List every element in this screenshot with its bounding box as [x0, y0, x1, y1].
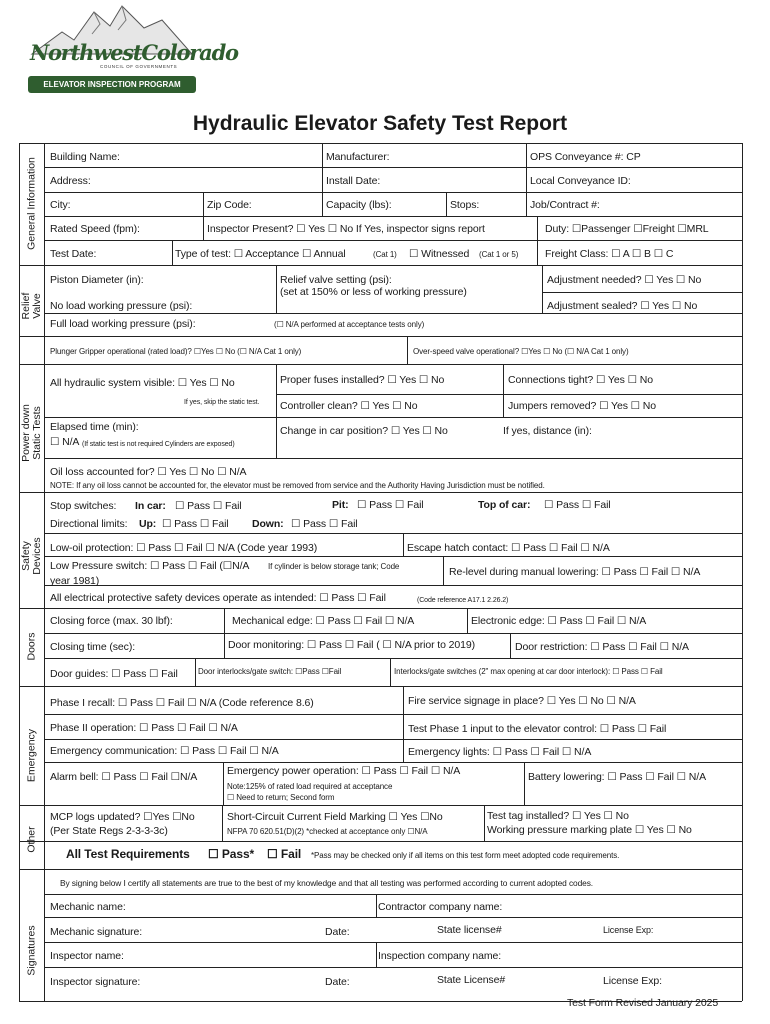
mechanic-license-exp[interactable]: License Exp: — [603, 925, 654, 935]
pit-options[interactable]: ☐ Pass ☐ Fail — [357, 499, 424, 511]
phase2-operation[interactable]: Phase II operation: ☐ Pass ☐ Fail ☐ N/A — [50, 722, 238, 734]
full-load-pressure-field[interactable]: Full load working pressure (psi): — [50, 318, 196, 330]
revision-footer: Test Form Revised January 2025 — [567, 997, 719, 1009]
contractor-company-field[interactable]: Contractor company name: — [378, 901, 503, 913]
job-contract-field[interactable]: Job/Contract #: — [530, 199, 600, 211]
pass-checkbox[interactable]: ☐ Pass* — [208, 847, 255, 861]
up-label: Up: — [139, 518, 157, 530]
section-safety — [21, 516, 43, 596]
rated-speed-field[interactable]: Rated Speed (fpm): — [50, 223, 140, 235]
fail-checkbox[interactable]: ☐ Fail — [267, 847, 302, 861]
test-date-field[interactable]: Test Date: — [50, 248, 97, 260]
mechanic-name-field[interactable]: Mechanic name: — [50, 901, 126, 913]
install-date-field[interactable]: Install Date: — [326, 175, 381, 187]
distance-field[interactable]: If yes, distance (in): — [503, 425, 592, 437]
electronic-edge[interactable]: Electronic edge: ☐ Pass ☐ Fail ☐ N/A — [471, 615, 647, 627]
inspector-name-field[interactable]: Inspector name: — [50, 950, 124, 962]
fire-signage[interactable]: Fire service signage in place? ☐ Yes ☐ No ☐ N/A — [408, 695, 636, 707]
inspector-license-exp[interactable]: License Exp: — [603, 975, 662, 987]
elapsed-time-field[interactable]: Elapsed time (min): — [50, 421, 139, 433]
org-subtitle: COUNCIL OF GOVERNMENTS — [100, 64, 178, 69]
page-title: Hydraulic Elevator Safety Test Report — [192, 112, 568, 135]
oil-loss[interactable]: Oil loss accounted for? ☐ Yes ☐ No ☐ N/A — [50, 466, 247, 478]
closing-time-field[interactable]: Closing time (sec): — [50, 641, 136, 653]
certify-statement: By signing below I certify all statements are true to the best of my knowledge and that all testing was performed according to current adopted codes. — [60, 878, 594, 888]
building-name-field[interactable]: Building Name: — [50, 151, 120, 163]
no-load-pressure-field[interactable]: No load working pressure (psi): — [50, 300, 193, 312]
pressure-plate[interactable]: Working pressure marking plate ☐ Yes ☐ No — [487, 824, 692, 836]
down-options[interactable]: ☐ Pass ☐ Fail — [291, 518, 358, 530]
closing-force-field[interactable]: Closing force (max. 30 lbf): — [50, 615, 173, 627]
section-signatures: Signatures — [25, 925, 38, 976]
ops-conveyance-field[interactable]: OPS Conveyance #: CP — [530, 151, 641, 163]
freight-class[interactable]: Freight Class: ☐ A ☐ B ☐ C — [545, 248, 674, 260]
controller-clean[interactable]: Controller clean? ☐ Yes ☐ No — [280, 400, 418, 412]
top-of-car-options[interactable]: ☐ Pass ☐ Fail — [544, 499, 611, 511]
logo — [22, 2, 238, 94]
low-pressure-year: year 1981) — [50, 575, 100, 587]
in-car-options[interactable]: ☐ Pass ☐ Fail — [175, 500, 242, 512]
mcp-regs: (Per State Regs 2-3-3-3c) — [50, 825, 168, 837]
manufacturer-field[interactable]: Manufacturer: — [326, 151, 390, 163]
adjustment-sealed[interactable]: Adjustment sealed? ☐ Yes ☐ No — [547, 300, 698, 312]
connections-tight[interactable]: Connections tight? ☐ Yes ☐ No — [508, 374, 653, 386]
section-relief — [21, 266, 43, 346]
alarm-bell[interactable]: Alarm bell: ☐ Pass ☐ Fail ☐N/A — [50, 771, 198, 783]
need-to-return[interactable]: ☐ Need to return; Second form — [227, 793, 335, 802]
skip-static-note: If yes, skip the static test. — [184, 399, 260, 406]
section-safety-label: Safety Devices — [20, 537, 43, 575]
short-circuit-marking[interactable]: Short-Circuit Current Field Marking ☐ Yes ☐No — [227, 811, 443, 823]
stop-switches-label: Stop switches: — [50, 500, 117, 512]
nfpa-note[interactable]: NFPA 70 620.51(D)(2) *checked at acceptance only ☐N/A — [227, 827, 428, 836]
section-relief-label: Relief Valve — [20, 292, 43, 320]
section-power — [21, 388, 43, 478]
door-interlocks[interactable]: Door interlocks/gate switch: ☐Pass ☐Fail — [198, 667, 342, 676]
section-general: General Information — [25, 157, 38, 250]
inspection-company-field[interactable]: Inspection company name: — [378, 950, 502, 962]
mechanic-date-field[interactable]: Date: — [325, 926, 350, 938]
emergency-communication[interactable]: Emergency communication: ☐ Pass ☐ Fail ☐ N/A — [50, 745, 279, 757]
hydraulic-visible[interactable]: All hydraulic system visible: ☐ Yes ☐ No — [50, 377, 235, 389]
directional-limits-label: Directional limits: — [50, 518, 128, 530]
capacity-field[interactable]: Capacity (lbs): — [326, 199, 392, 211]
address-field[interactable]: Address: — [50, 175, 91, 187]
mcp-logs[interactable]: MCP logs updated? ☐Yes ☐No — [50, 811, 195, 823]
relevel-lowering[interactable]: Re-level during manual lowering: ☐ Pass ☐ Fail ☐ N/A — [449, 566, 701, 578]
inspector-signature-field[interactable]: Inspector signature: — [50, 976, 141, 988]
overspeed-valve[interactable]: Over-speed valve operational? ☐Yes ☐ No (☐ N/A Cat 1 only) — [413, 347, 629, 356]
section-emergency: Emergency — [25, 728, 38, 783]
escape-hatch[interactable]: Escape hatch contact: ☐ Pass ☐ Fail ☐ N/A — [407, 542, 610, 554]
org-name: NorthwestColorado — [30, 40, 238, 65]
inspector-date-field[interactable]: Date: — [325, 976, 350, 988]
duty[interactable]: Duty: ☐Passenger ☐Freight ☐MRL — [545, 223, 709, 235]
section-doors: Doors — [25, 632, 38, 661]
zip-field[interactable]: Zip Code: — [207, 199, 252, 211]
adjustment-needed[interactable]: Adjustment needed? ☐ Yes ☐ No — [547, 274, 702, 286]
change-car-position[interactable]: Change in car position? ☐ Yes ☐ No — [280, 425, 448, 437]
cat1-label: (Cat 1) — [373, 250, 397, 259]
phase1-input[interactable]: Test Phase 1 input to the elevator control: ☐ Pass ☐ Fail — [408, 723, 667, 735]
door-monitoring[interactable]: Door monitoring: ☐ Pass ☐ Fail ( ☐ N/A prior to 2019) — [228, 639, 476, 651]
phase1-recall[interactable]: Phase I recall: ☐ Pass ☐ Fail ☐ N/A (Code reference 8.6) — [50, 697, 314, 709]
test-tag[interactable]: Test tag installed? ☐ Yes ☐ No — [487, 810, 629, 822]
witnessed[interactable]: ☐ Witnessed — [409, 248, 470, 260]
mechanic-state-license[interactable]: State license# — [437, 924, 502, 936]
door-guides[interactable]: Door guides: ☐ Pass ☐ Fail — [50, 668, 178, 680]
type-of-test[interactable]: Type of test: ☐ Acceptance ☐ Annual — [175, 248, 346, 260]
section-power-label: Power down Static Tests — [20, 404, 43, 462]
emergency-power[interactable]: Emergency power operation: ☐ Pass ☐ Fail ☐ N/A — [227, 765, 461, 777]
low-oil-protection[interactable]: Low-oil protection: ☐ Pass ☐ Fail ☐ N/A (Code year 1993) — [50, 542, 318, 554]
relief-setting-field[interactable]: Relief valve setting (psi): — [280, 274, 392, 286]
relief-setting-note: (set at 150% or less of working pressure) — [280, 286, 467, 298]
pit-label: Pit: — [332, 499, 349, 511]
na-static-checkbox[interactable]: ☐ N/A — [50, 436, 80, 448]
mechanical-edge[interactable]: Mechanical edge: ☐ Pass ☐ Fail ☐ N/A — [232, 615, 415, 627]
up-options[interactable]: ☐ Pass ☐ Fail — [162, 518, 229, 530]
city-field[interactable]: City: — [50, 199, 71, 211]
inspector-state-license[interactable]: State License# — [437, 974, 506, 986]
jumpers-removed[interactable]: Jumpers removed? ☐ Yes ☐ No — [508, 400, 657, 412]
section-other: Other — [25, 826, 38, 853]
emergency-power-note: Note:125% of rated load required at acceptance — [227, 782, 393, 791]
fuses-installed[interactable]: Proper fuses installed? ☐ Yes ☐ No — [280, 374, 445, 386]
mechanic-signature-field[interactable]: Mechanic signature: — [50, 926, 143, 938]
battery-lowering[interactable]: Battery lowering: ☐ Pass ☐ Fail ☐ N/A — [528, 771, 707, 783]
low-pressure-switch[interactable]: Low Pressure switch: ☐ Pass ☐ Fail (☐N/A — [50, 560, 250, 572]
in-car-label: In car: — [135, 500, 166, 512]
local-conveyance-field[interactable]: Local Conveyance ID: — [530, 175, 631, 187]
code-reference: (Code reference A17.1 2.26.2) — [417, 597, 509, 604]
cat15-label: (Cat 1 or 5) — [479, 250, 519, 259]
oil-loss-note: NOTE: If any oil loss cannot be accounted for, the elevator must be removed from service and the Authority Having Jurisdiction must be notified. — [50, 481, 545, 490]
piston-diameter-field[interactable]: Piston Diameter (in): — [50, 274, 144, 286]
all-electrical-devices[interactable]: All electrical protective safety devices operate as intended: ☐ Pass ☐ Fail — [50, 592, 386, 604]
inspector-present[interactable]: Inspector Present? ☐ Yes ☐ No If Yes, inspector signs report — [207, 223, 485, 235]
top-of-car-label: Top of car: — [478, 499, 531, 511]
pass-note: *Pass may be checked only if all items on this test form meet adopted code requirements. — [311, 851, 620, 860]
down-label: Down: — [252, 518, 284, 530]
plunger-gripper[interactable]: Plunger Gripper operational (rated load)? ☐Yes ☐ No (☐ N/A Cat 1 only) — [50, 347, 302, 356]
interlocks-gate-switches[interactable]: Interlocks/gate switches (2" max opening at car door interlock): ☐ Pass ☐ Fail — [394, 667, 663, 676]
stops-field[interactable]: Stops: — [450, 199, 480, 211]
program-badge: ELEVATOR INSPECTION PROGRAM — [28, 76, 196, 93]
emergency-lights[interactable]: Emergency lights: ☐ Pass ☐ Fail ☐ N/A — [408, 746, 592, 758]
na-acceptance[interactable]: (☐ N/A performed at acceptance tests only) — [274, 320, 425, 329]
all-test-requirements: All Test Requirements — [66, 847, 190, 861]
na-static-note: (If static test is not required Cylinders are exposed) — [82, 441, 235, 448]
door-restriction[interactable]: Door restriction: ☐ Pass ☐ Fail ☐ N/A — [515, 641, 689, 653]
low-pressure-note: If cylinder is below storage tank; Code — [268, 562, 400, 571]
